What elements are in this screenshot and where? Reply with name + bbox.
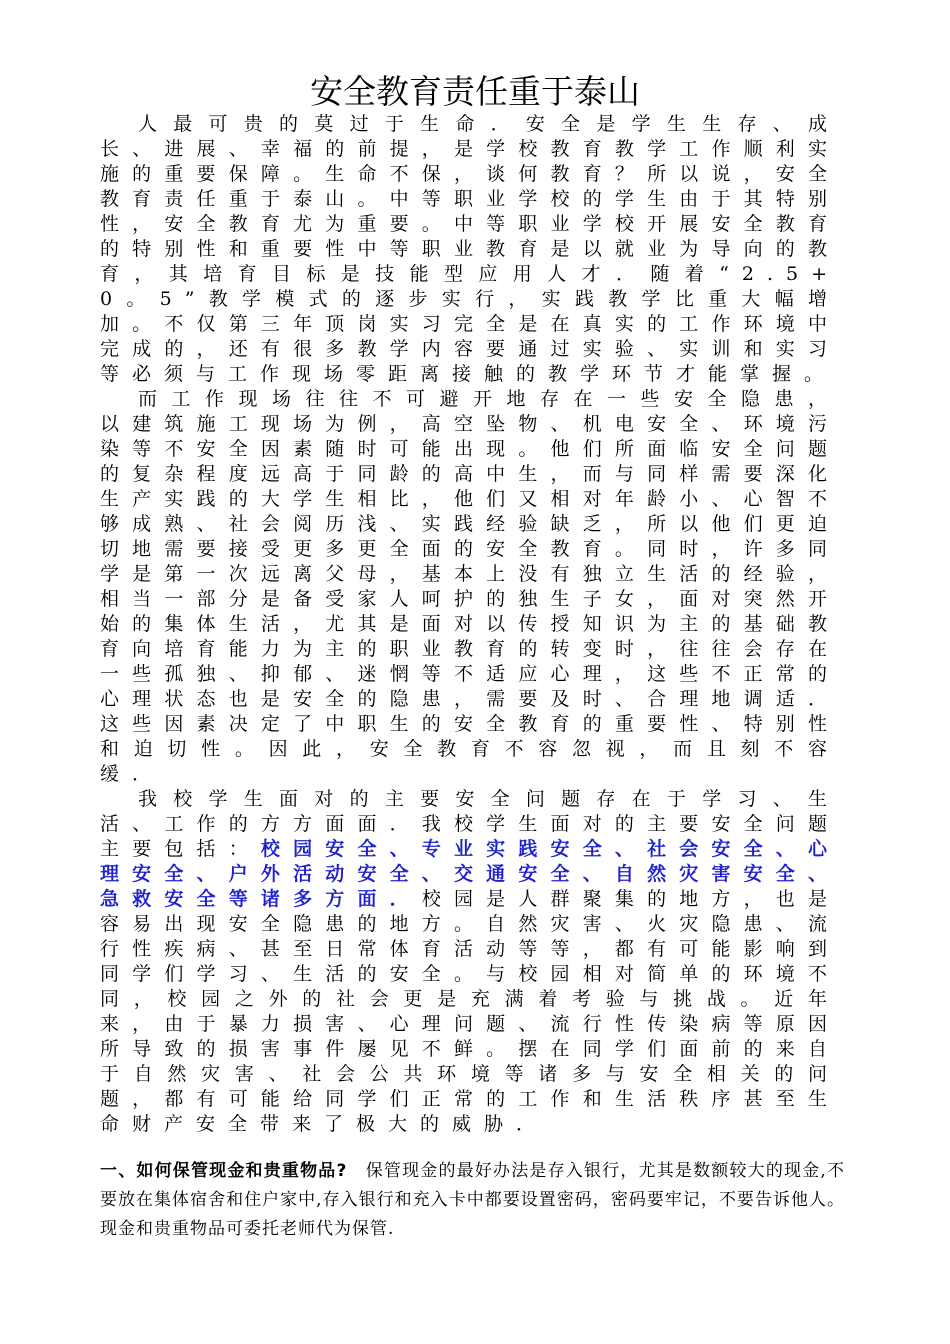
section-1 xyxy=(100,1157,845,1244)
highlighted-safety-list: 校园安全、专业实践安全、社会安全、心理安全、户外活动安全、交通安全、自然灾害安全、急救安全等诸多方面． xyxy=(100,838,840,910)
paragraph-3 xyxy=(100,787,840,1137)
page-title: 安全教育责任重于泰山 xyxy=(310,72,640,111)
document-body xyxy=(100,112,840,1137)
paragraph-3-rest: 校园是人群聚集的地方，也是容易出现安全隐患的地方。自然灾害、火灾隐患、流行性疾病、甚至日常体育活动等等，都有可能影响到同学们学习、生活的安全。与校园相对简单的环境不同，校园之外的社会更是充满着考验与挑战。近年来，由于暴力损害、心理问题、流行性传染病等原因所导致的损害事件屡见不鲜。摆在同学们面前的来自于自然灾害、社会公共环境等诸多与安全相关的问题，都有可能给同学们正常的工作和生活秩序甚至生命财产安全带来了极大的威胁． xyxy=(100,888,840,1135)
paragraph-1: 人最可贵的莫过于生命．安全是学生生存、成长、进展、幸福的前提，是学校教育教学工作顺利实施的重要保障。生命不保，谈何教育？所以说，安全教育责任重于泰山。中等职业学校的学生由于其特别性，安全教育尤为重要。中等职业学校开展安全教育的特别性和重要性中等职业教育是以就业为导向的教育，其培育目标是技能型应用人才．随着“2.5+0。5”教学模式的逐步实行，实践教学比重大幅增加。不仅第三年顶岗实习完全是在真实的工作环境中完成的，还有很多教学内容要通过实验、实训和实习等必须与工作现场零距离接触的教学环节才能掌握。 xyxy=(100,113,840,385)
paragraph-3-intro: 我校学生面对的主要安全问题存在于学习、生活、工作的方方面面．我校学生面对的主要安全问题主要包括： xyxy=(100,788,840,860)
paragraph-2: 而工作现场往往不可避开地存在一些安全隐患，以建筑施工现场为例，高空坠物、机电安全、环境污染等不安全因素随时可能出现。他们所面临安全问题的复杂程度远高于同龄的高中生，而与同样需要深化生产实践的大学生相比，他们又相对年龄小、心智不够成熟、社会阅历浅、实践经验缺乏，所以他们更迫切地需要接受更多更全面的安全教育。同时，许多同学是第一次远离父母，基本上没有独立生活的经验，相当一部分是备受家人呵护的独生子女，面对突然开始的集体生活，尤其是面对以传授知识为主的基础教育向培育能力为主的职业教育的转变时，往往会存在一些孤独、抑郁、迷惘等不适应心理，这些不正常的心理状态也是安全的隐患，需要及时、合理地调适．这些因素决定了中职生的安全教育的重要性、特别性和迫切性。因此，安全教育不容忽视，而且刻不容缓． xyxy=(100,388,840,785)
section-1-text: 保管现金的最好办法是存入银行，尤其是数额较大的现金,不要放在集体宿舍和住户家中,存入银行和充入卡中都要设置密码，密码要牢记，不要告诉他人。现金和贵重物品可委托老师代为保管. xyxy=(100,1161,845,1239)
section-1-heading: 一、如何保管现金和贵重物品? xyxy=(100,1161,348,1181)
